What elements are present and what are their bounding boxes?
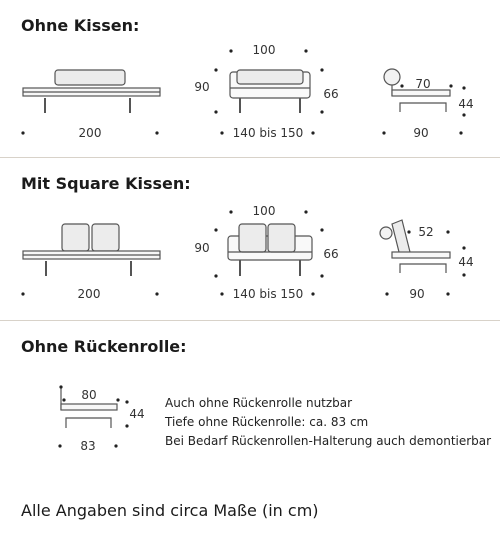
profile-depth-bottom-label: 90 xyxy=(413,126,429,140)
side-height-right-label: 66 xyxy=(323,247,339,261)
side-height-right-label: 66 xyxy=(323,87,339,101)
sofa-side-view xyxy=(228,224,312,276)
sofa-profile-view xyxy=(380,220,450,273)
side-height-left-label: 90 xyxy=(194,241,210,255)
profile-depth-bottom-label: 90 xyxy=(409,287,425,301)
profile-depth-top-label: 80 xyxy=(81,388,97,402)
note-line-2: Tiefe ohne Rückenrolle: ca. 83 cm xyxy=(165,415,369,429)
side-width-bottom-label: 140 bis 150 xyxy=(232,287,304,301)
profile-depth-top-label: 52 xyxy=(418,225,434,239)
front-width-label: 200 xyxy=(77,287,101,301)
section-title-ohne-rueckenrolle: Ohne Rückenrolle: xyxy=(21,337,187,356)
diagram-ohne-kissen xyxy=(0,0,500,150)
profile-depth-top-label: 70 xyxy=(415,77,431,91)
section-title-ohne-kissen: Ohne Kissen: xyxy=(21,16,140,35)
section-title-square-kissen: Mit Square Kissen: xyxy=(21,174,191,193)
front-width-label: 200 xyxy=(78,126,102,140)
side-width-top-label: 100 xyxy=(252,43,276,57)
note-line-3: Bei Bedarf Rückenrollen-Halterung auch demontierbar xyxy=(165,434,492,448)
section-divider xyxy=(0,157,500,158)
side-height-left-label: 90 xyxy=(194,80,210,94)
profile-depth-bottom-label: 83 xyxy=(80,439,96,453)
profile-height-label: 44 xyxy=(458,255,474,269)
sofa-front-view xyxy=(23,224,160,276)
diagram-square-kissen xyxy=(0,160,500,310)
sofa-front-view xyxy=(23,70,160,113)
note-line-1: Auch ohne Rückenrolle nutzbar xyxy=(165,396,353,410)
section-divider xyxy=(0,320,500,321)
footer-note: Alle Angaben sind circa Maße (in cm) xyxy=(21,501,319,520)
profile-height-label: 44 xyxy=(129,407,145,421)
sofa-side-view xyxy=(230,70,310,113)
side-width-top-label: 100 xyxy=(252,204,276,218)
side-width-bottom-label: 140 bis 150 xyxy=(232,126,304,140)
profile-height-label: 44 xyxy=(458,97,474,111)
